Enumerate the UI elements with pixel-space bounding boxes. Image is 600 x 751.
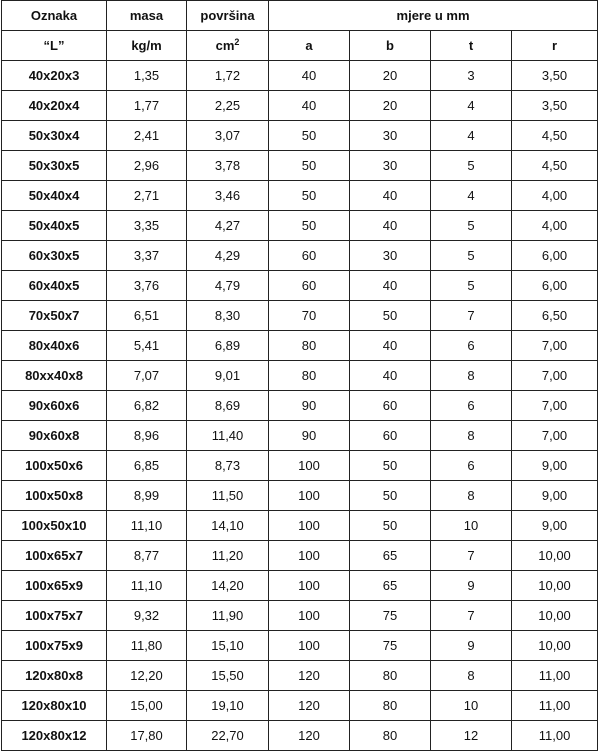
cell-r: 4,00 (512, 211, 598, 241)
cell-r: 11,00 (512, 691, 598, 721)
cell-r: 3,50 (512, 61, 598, 91)
cell-r: 11,00 (512, 721, 598, 751)
cell-t: 6 (431, 391, 512, 421)
cell-oznaka: 60x30x5 (2, 241, 107, 271)
table-row (2, 571, 598, 601)
cell-masa: 8,96 (107, 421, 187, 451)
cell-t: 8 (431, 421, 512, 451)
table-row (2, 91, 598, 121)
cell-oznaka: 120x80x8 (2, 661, 107, 691)
cell-povrsina: 22,70 (187, 721, 269, 751)
cell-b: 40 (350, 271, 431, 301)
cell-povrsina: 9,01 (187, 361, 269, 391)
cell-a: 60 (269, 271, 350, 301)
table-row (2, 151, 598, 181)
cell-r: 7,00 (512, 421, 598, 451)
cell-a: 40 (269, 91, 350, 121)
cell-t: 5 (431, 241, 512, 271)
table-row (2, 691, 598, 721)
table-body (2, 61, 598, 751)
cell-masa: 2,71 (107, 181, 187, 211)
cell-b: 40 (350, 181, 431, 211)
cell-t: 5 (431, 151, 512, 181)
cell-masa: 8,99 (107, 481, 187, 511)
cell-r: 7,00 (512, 361, 598, 391)
cell-b: 50 (350, 511, 431, 541)
cell-masa: 1,35 (107, 61, 187, 91)
table-row (2, 391, 598, 421)
cell-b: 40 (350, 361, 431, 391)
cell-t: 4 (431, 121, 512, 151)
cell-t: 9 (431, 571, 512, 601)
cell-povrsina: 15,10 (187, 631, 269, 661)
cell-povrsina: 4,29 (187, 241, 269, 271)
cell-t: 9 (431, 631, 512, 661)
cell-povrsina: 11,20 (187, 541, 269, 571)
cell-a: 100 (269, 631, 350, 661)
table-row (2, 61, 598, 91)
cell-a: 90 (269, 391, 350, 421)
cell-oznaka: 50x30x4 (2, 121, 107, 151)
cell-a: 40 (269, 61, 350, 91)
cell-oznaka: 100x75x9 (2, 631, 107, 661)
cell-b: 80 (350, 691, 431, 721)
cell-t: 8 (431, 661, 512, 691)
cell-t: 12 (431, 721, 512, 751)
cell-r: 3,50 (512, 91, 598, 121)
cell-masa: 3,37 (107, 241, 187, 271)
cell-b: 20 (350, 91, 431, 121)
cell-b: 30 (350, 241, 431, 271)
cell-r: 4,50 (512, 121, 598, 151)
cell-t: 7 (431, 541, 512, 571)
cell-masa: 7,07 (107, 361, 187, 391)
unit-oznaka: “L” (2, 31, 107, 61)
cell-r: 10,00 (512, 601, 598, 631)
cell-masa: 1,77 (107, 91, 187, 121)
cell-povrsina: 4,27 (187, 211, 269, 241)
cell-b: 50 (350, 301, 431, 331)
cell-oznaka: 120x80x10 (2, 691, 107, 721)
cell-masa: 11,80 (107, 631, 187, 661)
cell-oznaka: 40x20x3 (2, 61, 107, 91)
cell-b: 30 (350, 151, 431, 181)
cell-masa: 2,96 (107, 151, 187, 181)
cell-oznaka: 100x65x9 (2, 571, 107, 601)
cell-povrsina: 3,46 (187, 181, 269, 211)
cell-b: 60 (350, 391, 431, 421)
cell-povrsina: 19,10 (187, 691, 269, 721)
cell-r: 9,00 (512, 451, 598, 481)
unit-r: r (512, 31, 598, 61)
cell-povrsina: 6,89 (187, 331, 269, 361)
cell-b: 75 (350, 601, 431, 631)
cell-masa: 6,51 (107, 301, 187, 331)
cell-b: 65 (350, 571, 431, 601)
cell-t: 4 (431, 91, 512, 121)
cell-oznaka: 70x50x7 (2, 301, 107, 331)
cell-r: 11,00 (512, 661, 598, 691)
table-row (2, 481, 598, 511)
cell-r: 4,00 (512, 181, 598, 211)
cell-r: 10,00 (512, 631, 598, 661)
cell-r: 9,00 (512, 511, 598, 541)
cell-r: 10,00 (512, 541, 598, 571)
cell-a: 50 (269, 181, 350, 211)
cell-a: 50 (269, 151, 350, 181)
unit-povrsina-base: cm (215, 37, 235, 53)
cell-t: 8 (431, 481, 512, 511)
cell-a: 120 (269, 721, 350, 751)
cell-oznaka: 80xx40x8 (2, 361, 107, 391)
table-row (2, 181, 598, 211)
cell-oznaka: 100x50x6 (2, 451, 107, 481)
cell-r: 10,00 (512, 571, 598, 601)
cell-r: 6,00 (512, 241, 598, 271)
cell-povrsina: 8,30 (187, 301, 269, 331)
cell-masa: 6,82 (107, 391, 187, 421)
cell-b: 80 (350, 661, 431, 691)
cell-b: 20 (350, 61, 431, 91)
cell-t: 10 (431, 691, 512, 721)
table-row (2, 631, 598, 661)
header-povrsina: površina (187, 1, 269, 31)
table-row (2, 331, 598, 361)
cell-a: 120 (269, 691, 350, 721)
cell-povrsina: 14,20 (187, 571, 269, 601)
cell-b: 30 (350, 121, 431, 151)
cell-oznaka: 100x50x8 (2, 481, 107, 511)
cell-b: 80 (350, 721, 431, 751)
table-row (2, 721, 598, 751)
cell-t: 5 (431, 271, 512, 301)
cell-oznaka: 100x50x10 (2, 511, 107, 541)
table-row (2, 541, 598, 571)
unit-a: a (269, 31, 350, 61)
cell-povrsina: 1,72 (187, 61, 269, 91)
cell-a: 120 (269, 661, 350, 691)
cell-a: 100 (269, 481, 350, 511)
table-row (2, 211, 598, 241)
cell-a: 90 (269, 421, 350, 451)
cell-oznaka: 90x60x8 (2, 421, 107, 451)
cell-povrsina: 3,78 (187, 151, 269, 181)
cell-oznaka: 40x20x4 (2, 91, 107, 121)
unit-t: t (431, 31, 512, 61)
cell-r: 7,00 (512, 391, 598, 421)
table-row (2, 451, 598, 481)
cell-masa: 12,20 (107, 661, 187, 691)
cell-povrsina: 2,25 (187, 91, 269, 121)
cell-a: 80 (269, 361, 350, 391)
table-row (2, 121, 598, 151)
table-row (2, 661, 598, 691)
cell-b: 40 (350, 211, 431, 241)
cell-masa: 5,41 (107, 331, 187, 361)
cell-masa: 8,77 (107, 541, 187, 571)
cell-r: 4,50 (512, 151, 598, 181)
cell-povrsina: 3,07 (187, 121, 269, 151)
cell-b: 75 (350, 631, 431, 661)
cell-masa: 3,35 (107, 211, 187, 241)
table-row (2, 271, 598, 301)
cell-r: 6,50 (512, 301, 598, 331)
cell-b: 50 (350, 481, 431, 511)
cell-oznaka: 100x75x7 (2, 601, 107, 631)
cell-povrsina: 8,69 (187, 391, 269, 421)
cell-masa: 17,80 (107, 721, 187, 751)
cell-a: 100 (269, 511, 350, 541)
cell-oznaka: 50x40x4 (2, 181, 107, 211)
cell-povrsina: 4,79 (187, 271, 269, 301)
cell-masa: 2,41 (107, 121, 187, 151)
cell-masa: 3,76 (107, 271, 187, 301)
cell-b: 50 (350, 451, 431, 481)
cell-a: 60 (269, 241, 350, 271)
table-row (2, 241, 598, 271)
cell-t: 6 (431, 451, 512, 481)
cell-oznaka: 120x80x12 (2, 721, 107, 751)
cell-masa: 11,10 (107, 571, 187, 601)
cell-povrsina: 11,40 (187, 421, 269, 451)
header-mjere: mjere u mm (269, 1, 598, 31)
cell-oznaka: 50x30x5 (2, 151, 107, 181)
header-masa: masa (107, 1, 187, 31)
header-oznaka: Oznaka (2, 1, 107, 31)
cell-t: 4 (431, 181, 512, 211)
cell-masa: 6,85 (107, 451, 187, 481)
profile-table (1, 0, 598, 751)
cell-povrsina: 15,50 (187, 661, 269, 691)
cell-t: 5 (431, 211, 512, 241)
table-header (2, 1, 598, 61)
unit-povrsina (187, 31, 269, 61)
unit-masa: kg/m (107, 31, 187, 61)
cell-oznaka: 90x60x6 (2, 391, 107, 421)
cell-t: 7 (431, 301, 512, 331)
cell-povrsina: 11,50 (187, 481, 269, 511)
cell-povrsina: 11,90 (187, 601, 269, 631)
header-row-units (2, 31, 598, 61)
cell-t: 10 (431, 511, 512, 541)
table-row (2, 511, 598, 541)
table-row (2, 301, 598, 331)
cell-a: 50 (269, 211, 350, 241)
cell-a: 100 (269, 571, 350, 601)
table-row (2, 421, 598, 451)
cell-a: 70 (269, 301, 350, 331)
cell-masa: 11,10 (107, 511, 187, 541)
cell-a: 100 (269, 601, 350, 631)
cell-r: 6,00 (512, 271, 598, 301)
cell-povrsina: 14,10 (187, 511, 269, 541)
cell-b: 60 (350, 421, 431, 451)
cell-t: 3 (431, 61, 512, 91)
cell-t: 7 (431, 601, 512, 631)
unit-b: b (350, 31, 431, 61)
table-row (2, 601, 598, 631)
unit-povrsina-exp: 2 (234, 36, 240, 47)
cell-a: 80 (269, 331, 350, 361)
cell-masa: 9,32 (107, 601, 187, 631)
cell-oznaka: 100x65x7 (2, 541, 107, 571)
cell-b: 40 (350, 331, 431, 361)
cell-r: 9,00 (512, 481, 598, 511)
cell-a: 50 (269, 121, 350, 151)
header-row-titles (2, 1, 598, 31)
table-row (2, 361, 598, 391)
cell-t: 8 (431, 361, 512, 391)
cell-t: 6 (431, 331, 512, 361)
cell-oznaka: 50x40x5 (2, 211, 107, 241)
cell-masa: 15,00 (107, 691, 187, 721)
cell-a: 100 (269, 541, 350, 571)
cell-a: 100 (269, 451, 350, 481)
cell-oznaka: 60x40x5 (2, 271, 107, 301)
cell-r: 7,00 (512, 331, 598, 361)
cell-oznaka: 80x40x6 (2, 331, 107, 361)
cell-b: 65 (350, 541, 431, 571)
cell-povrsina: 8,73 (187, 451, 269, 481)
